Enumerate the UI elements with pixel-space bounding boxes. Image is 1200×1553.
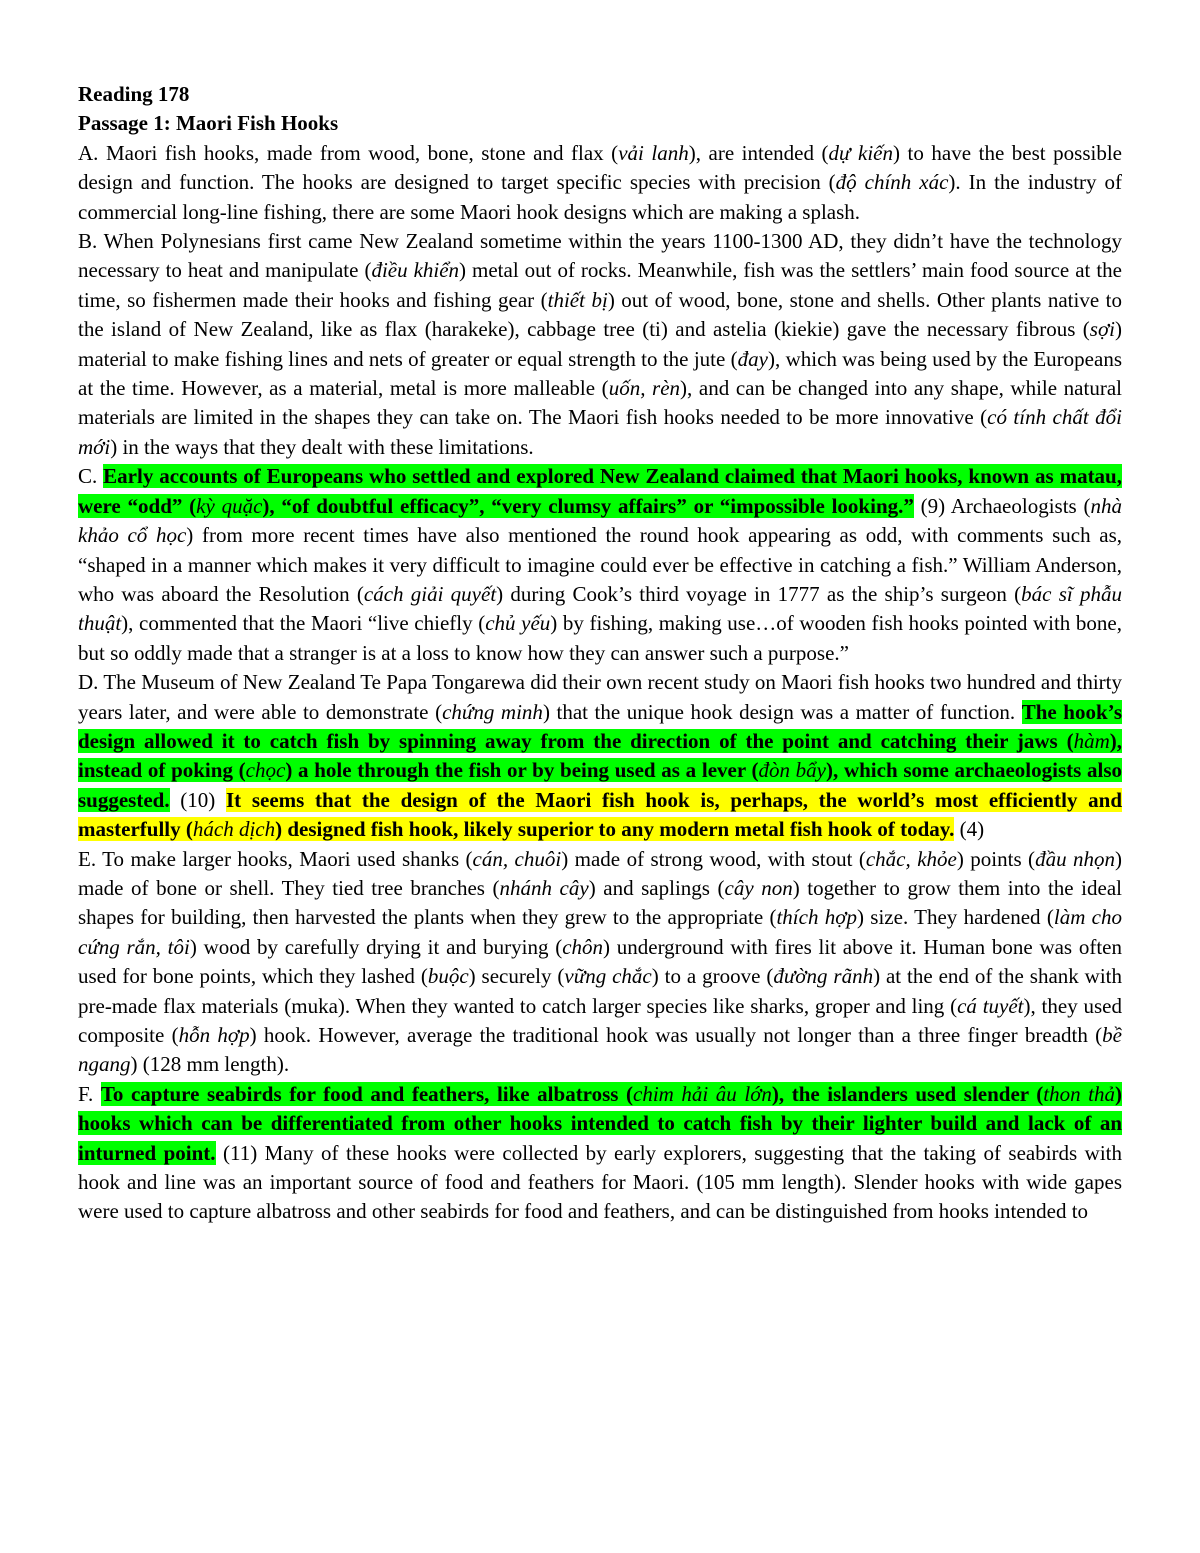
text-run: ) hook. However, average the traditional hook was usually not longer than a three finger breadth (	[249, 1023, 1103, 1047]
vietnamese-gloss: độ chính xác	[835, 170, 949, 195]
vietnamese-gloss: cá tuyết	[957, 993, 1024, 1018]
document-page	[78, 80, 1122, 1227]
vietnamese-gloss: vải lanh	[618, 140, 689, 165]
vietnamese-gloss: có tính chất đổi mới	[78, 405, 1123, 459]
text-run: ) wood by carefully drying it and burying (	[189, 934, 563, 959]
text-run: (4)	[954, 817, 985, 842]
text-run: ) securely (	[468, 964, 565, 989]
paragraph-a	[78, 139, 1122, 227]
vietnamese-gloss: cán, chuôi	[472, 846, 562, 871]
text-run: ) to have the best possible design and function. The hooks are designed to target specific species with precision (	[78, 140, 1123, 195]
text-run: (9) Archaeologists (	[913, 493, 1091, 518]
vietnamese-gloss: thon thả	[1043, 1081, 1116, 1106]
text-run: ) in the ways that they dealt with these limitations.	[110, 434, 534, 459]
text-run: ) that the unique hook design was a matter of function.	[542, 699, 1022, 724]
text-run: ) metal out of rocks. Meanwhile, fish was the settlers’ main food source at the time, so fishermen made their hooks and fishing gear (	[78, 258, 1122, 312]
vietnamese-gloss: chim hải âu lớn	[633, 1081, 772, 1106]
text-run: ) during Cook’s third voyage in 1777 as the ship’s surgeon (	[496, 581, 1022, 606]
vietnamese-gloss: nhà khảo cổ học	[78, 493, 1122, 548]
paragraph-c	[78, 462, 1122, 668]
vietnamese-gloss: chứng minh	[442, 699, 543, 724]
text-run: E. To make larger hooks, Maori used shanks (	[78, 846, 473, 871]
paragraph-d	[78, 668, 1122, 844]
vietnamese-gloss: dự kiến	[828, 140, 894, 165]
text-run: ) together to grow them into the ideal shapes for building, then harvested the plants when they grew to the appropriate (	[78, 875, 1122, 930]
text-run: C.	[78, 464, 104, 489]
vietnamese-gloss: sợi	[1089, 317, 1115, 342]
vietnamese-gloss: nhánh cây	[499, 875, 589, 900]
vietnamese-gloss: vững chắc	[564, 964, 652, 989]
highlighted-text-green: To capture seabirds for food and feathers, like albatross (	[100, 1081, 634, 1106]
text-run: D. The Museum of New Zealand Te Papa Tongarewa did their own recent study on Maori fish hooks two hundred and thirty years later, and were able to demonstrate (	[78, 670, 1122, 724]
text-run: ) size. They hardened (	[856, 905, 1054, 930]
highlighted-text-yellow: It seems that the design of the Maori fish hook is, perhaps, the world’s most efficiently and masterfully (	[78, 787, 1122, 842]
paragraph-e	[78, 845, 1122, 1080]
text-run: ), they used composite (	[78, 993, 1122, 1047]
text-run: ) and saplings (	[588, 875, 725, 900]
highlighted-text-green: ), “of doubtful efficacy”, “very clumsy affairs” or “impossible looking.”	[262, 493, 914, 518]
text-run: B. When Polynesians first came New Zealand sometime within the years 1100-1300 AD, they didn’t have the technology necessary to heat and manipulate (	[78, 229, 1122, 283]
vietnamese-gloss: đòn bẩy	[758, 758, 827, 783]
highlighted-text-yellow: ) designed fish hook, likely superior to any modern metal fish hook of today.	[275, 817, 955, 842]
paragraph-b	[78, 227, 1122, 462]
vietnamese-gloss: đầu nhọn	[1035, 846, 1116, 871]
text-run: ). In the industry of commercial long-line fishing, there are some Maori hook designs which are making a splash.	[78, 170, 1122, 224]
text-run: ), which was being used by the Europeans at the time. However, as a material, metal is more malleable (	[78, 346, 1122, 401]
text-run: ) made of bone or shell. They tied tree branches (	[78, 846, 1123, 900]
highlighted-text-green: ), the islanders used slender (	[771, 1081, 1044, 1106]
text-run: ), commented that the Maori “live chiefly (	[121, 611, 486, 636]
vietnamese-gloss: làm cho cứng rắn, tôi	[78, 905, 1122, 959]
vietnamese-gloss: thích hợp	[776, 905, 857, 930]
vietnamese-gloss: chọc	[245, 758, 286, 783]
vietnamese-gloss: đay	[737, 346, 768, 371]
vietnamese-gloss: uốn, rèn	[608, 376, 681, 401]
vietnamese-gloss: buộc	[427, 964, 469, 989]
text-run: (11) Many of these hooks were collected by early explorers, suggesting that the taking of seabirds with hook and line was an important source of food and feathers for Maori. (105 mm length). Slender hooks with wide gapes were used to capture albatross and other seabirds for food and feathers, and can be distinguished from hooks intended to	[78, 1140, 1122, 1224]
vietnamese-gloss: chủ yếu	[485, 611, 551, 636]
highlighted-text-green: ), which some archaeologists also suggested.	[78, 758, 1123, 812]
text-run: ) (128 mm length).	[130, 1052, 290, 1077]
vietnamese-gloss: hỗn hợp	[178, 1023, 250, 1047]
vietnamese-gloss: chôn	[562, 934, 604, 959]
text-run: ) from more recent times have also mentioned the round hook appearing as odd, with comments such as, “shaped in a manner which makes it very difficult to imagine could ever be effective in catching a fish.” William Anderson, who was aboard the Resolution (	[78, 523, 1122, 606]
paragraph-f	[78, 1080, 1122, 1227]
vietnamese-gloss: bác sĩ phẫu thuật	[78, 581, 1122, 636]
vietnamese-gloss: cây non	[724, 875, 793, 900]
vietnamese-gloss: cách giải quyết	[363, 581, 497, 606]
vietnamese-gloss: chắc, khỏe	[865, 846, 957, 871]
text-run: ) material to make fishing lines and nets of greater or equal strength to the jute (	[78, 317, 1122, 371]
highlighted-text-green: ) hooks which can be differentiated from other hooks intended to catch fish by their lighter build and lack of an inturned point.	[78, 1081, 1123, 1165]
text-run: ), are intended (	[688, 140, 829, 165]
text-run: ) out of wood, bone, stone and shells. Other plants native to the island of New Zealand, like as flax (harakeke), cabbage tree (ti) and astelia (kiekie) gave the necessary fibrous (	[78, 287, 1122, 342]
vietnamese-gloss: thiết bị	[547, 287, 608, 312]
passage-title: Passage 1: Maori Fish Hooks	[78, 111, 339, 136]
text-run: A. Maori fish hooks, made from wood, bone, stone and flax (	[78, 140, 619, 165]
text-run: (10)	[169, 787, 226, 812]
text-run: ) at the end of the shank with pre-made flax materials (muka). When they wanted to catch larger species like sharks, groper and ling (	[78, 964, 1122, 1018]
vietnamese-gloss: kỳ quặc	[196, 493, 263, 518]
text-run: ), and can be changed into any shape, while natural materials are limited in the shapes they can take on. The Maori fish hooks needed to be more innovative (	[78, 376, 1122, 430]
vietnamese-gloss: hách dịch	[192, 817, 276, 842]
highlighted-text-green: Early accounts of Europeans who settled and explored New Zealand claimed that Maori hooks, known as matau, were “odd” (	[78, 464, 1122, 518]
text-run: ) by fishing, making use…of wooden fish hooks pointed with bone, but so oddly made that a stranger is at a loss to know how they can answer such a purpose.”	[78, 611, 1122, 665]
text-run: ) to a groove (	[651, 964, 774, 989]
highlighted-text-green: ), instead of poking (	[78, 728, 1122, 783]
page-title: Reading 178	[78, 82, 190, 106]
text-run: F.	[78, 1081, 101, 1106]
text-run: ) underground with fires lit above it. Human bone was often used for bone points, which they lashed (	[78, 934, 1122, 989]
vietnamese-gloss: đường rãnh	[773, 964, 874, 989]
text-run: ) points (	[956, 846, 1036, 871]
vietnamese-gloss: hàm	[1073, 728, 1110, 753]
vietnamese-gloss: điều khiển	[371, 258, 460, 283]
vietnamese-gloss: bề ngang	[78, 1023, 1122, 1077]
text-run: ) made of strong wood, with stout (	[561, 846, 866, 871]
highlighted-text-green: ) a hole through the fish or by being used as a lever (	[285, 758, 759, 783]
highlighted-text-green: The hook’s design allowed it to catch fish by spinning away from the direction of the point and catching their jaws (	[78, 699, 1123, 753]
